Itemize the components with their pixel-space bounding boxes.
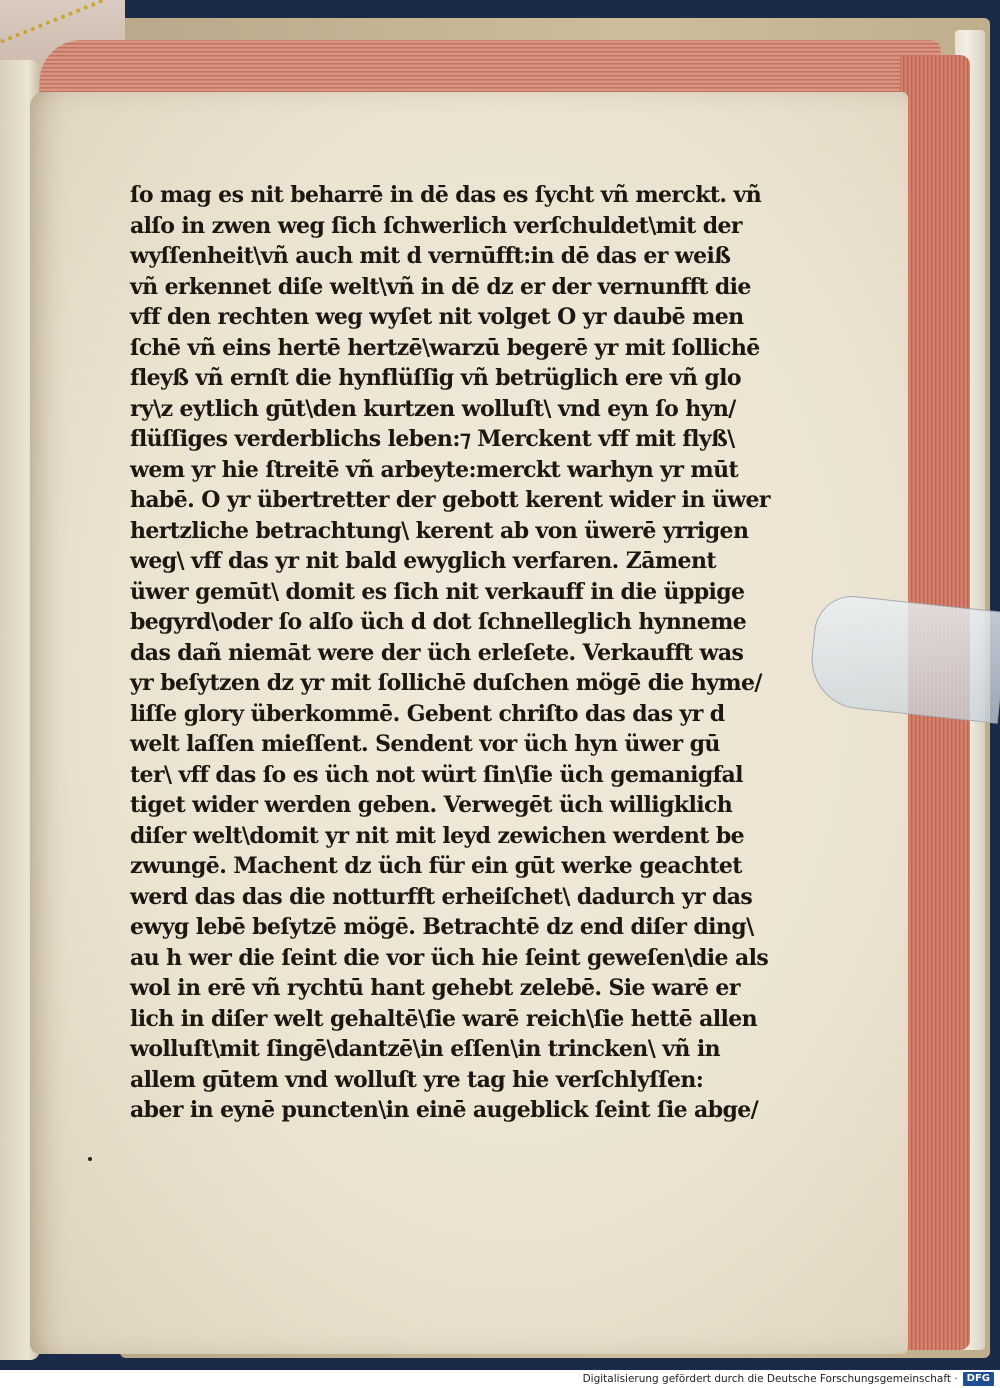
text-line: ewyg lebē beſytzē mögē. Betrachtē dz end diſer ding\ [130,914,754,940]
text-line: ſchē vñ eins hertē hertzē\warzū begerē yr mit ſollichē [130,334,760,361]
text-line: vñ erkennet diſe welt\vñ in dē dz er der vernunfft die [130,273,751,300]
text-line: das dañ niemāt were der üch erleſete. Verkaufft was [130,639,744,666]
text-line: weg\ vff das yr nit bald ewyglich verfaren. Zāment [130,548,716,574]
text-line: wem yr hie ſtreitē vñ arbeyte:merckt warhyn yr mūt [130,456,739,483]
text-line: au h wer die ſeint die vor üch hie ſeint geweſen\die als [130,944,769,971]
text-line: üwer gemūt\ domit es ſich nit verkauff in die üppige [130,578,745,605]
text-line: wolluſt\mit ſingē\dantzē\in eſſen\in trincken\ vñ in [130,1036,720,1062]
text-line: aber in eynē puncten\in einē augeblick ſeint ſie abge/ [130,1097,759,1123]
text-line: habē. O yr übertretter der gebott kerent wider in üwer [130,487,770,513]
text-line: alſo in zwen weg ſich ſchwerlich verſchuldet\mit der [130,212,742,239]
text-line: hertzliche betrachtung\ kerent ab von üwerē yrrigen [130,517,749,544]
text-line: wyſſenheit\vñ auch mit d vernūfft:in dē das er weiß [130,243,731,269]
text-line: ry\z eytlich gūt\den kurtzen wolluſt\ vnd eyn ſo hyn/ [130,395,736,422]
text-line: vff den rechten weg wyſet nit volget O yr daubē men [130,304,744,330]
text-line: liſſe glory überkommē. Gebent chriſto das das yr d [130,700,725,727]
text-line: allem gūtem vnd wolluſt yre tag hie verſchlyſſen: [130,1066,704,1093]
text-line: lich in diſer welt gehaltē\ſie warē reich\ſie hettē allen [130,1005,758,1032]
footer-bar [0,1370,1000,1388]
text-line: begyrd\oder ſo alſo üch d dot ſchnelleglich hynneme [130,609,747,635]
text-line: tiget wider werden geben. Verwegēt üch willigklich [130,792,733,818]
text-line: fleyß vñ ernſt die hynflüſſig vñ betrüglich ere vñ glo [130,365,742,391]
text-line: flüſſiges verderblichs leben:⁊ Merckent vff mit flyß\ [130,426,735,452]
text-line: ſo mag es nit beharrē in dē das es ſycht vñ merckt. vñ [130,182,762,208]
text-line: ter\ vff das ſo es üch not würt ſin\ſie üch gemanigfal [130,761,743,788]
dfg-logo: DFG [963,1372,994,1386]
page-block-top-edge [39,40,941,100]
page-text [130,180,770,1126]
text-line: welt laſſen mieſſent. Sendent vor üch hyn üwer gū [130,731,720,757]
text-line: yr beſytzen dz yr mit ſollichē duſchen mögē die hyme/ [130,670,762,696]
text-line: diſer welt\domit yr nit mit leyd zewichen werdent be [130,822,745,849]
text-line: zwungē. Machent dz üch für ein gūt werke geachtet [130,853,742,879]
funding-credit: Digitalisierung gefördert durch die Deutsche Forschungsgemeinschaft · [582,1373,958,1385]
margin-dot [88,1157,92,1161]
text-line: wol in erē vñ rychtū hant gehebt zelebē. Sie warē er [130,975,740,1001]
text-line: werd das das die notturfft erheiſchet\ dadurch yr das [130,883,753,910]
